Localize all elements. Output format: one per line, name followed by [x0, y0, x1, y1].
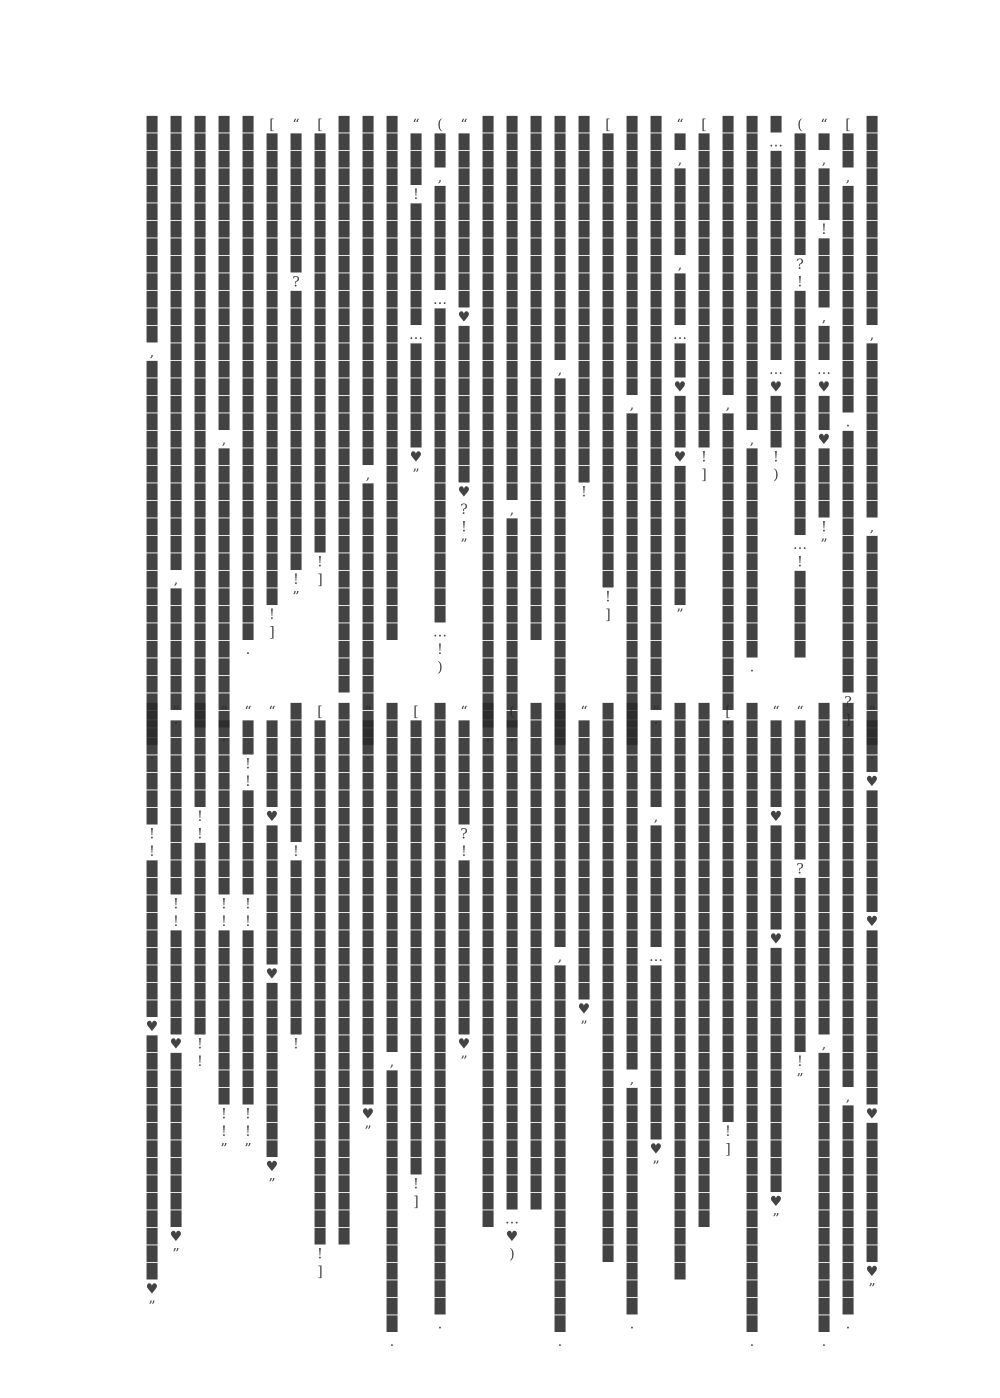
text-column: (████████████████████████████…♥) [504, 704, 520, 1264]
text-column: “█,███!████,██…♥██♥████!” [816, 117, 832, 555]
text-column: ██████████████████████████████ [696, 704, 712, 1229]
text-column: [███████████████████████!] [720, 704, 736, 1159]
text-column: “██████████!!██████████!!” [216, 704, 232, 1159]
text-column: “███!███████…██████♥” [408, 117, 424, 485]
text-column: ████████████████,███████████████████. [624, 117, 640, 765]
text-column: ████████████████████████████████ [600, 704, 616, 1264]
text-column: ███████████████████,████████████████. [816, 704, 832, 1352]
text-column: “██████████♥█████████♥?!” [456, 117, 472, 555]
text-column: “█████,███████…██████████♥” [648, 704, 664, 1177]
text-column: “█,█████,███…██♥███♥████████” [672, 117, 688, 625]
text-column: [████████████████████████!] [312, 117, 328, 590]
text-column: ███████████████████████████████████. [480, 117, 496, 747]
text-column: [███████████████████████████!] [264, 117, 280, 642]
text-column: ███████████████████████████████████. [432, 704, 448, 1334]
text-column: “████████?████████████████!” [288, 117, 304, 607]
text-column: [██████████████████████████████!] [312, 704, 328, 1282]
text-column: █…████████████…♥███!) [768, 117, 784, 485]
text-column: [██████████████████████████!] [408, 704, 424, 1212]
text-column: ████████████,██████████,████████████. [864, 117, 880, 765]
text-column: “███♥███████♥██████████♥████████♥” [864, 704, 880, 1299]
text-column: ██████████████████████,████████████. [504, 117, 520, 747]
text-column: ██████████████,█████████████████████. [552, 117, 568, 765]
text-column: █████████████████████! [576, 117, 592, 502]
text-column: “████████████████♥” [576, 704, 592, 1037]
text-column: █████████████████████,█████████████. [624, 704, 640, 1334]
text-column: ██████!!███████████!! [192, 704, 208, 1072]
text-column: ██████████████████████████████████. [648, 117, 664, 730]
text-column: ████████████████████,███████████████. [360, 117, 376, 765]
text-column: █████████████,██████████████████████. [144, 117, 160, 765]
text-column: [██,█████████████.███████████████?] [840, 117, 856, 730]
text-column: “██████████!!██████♥██████████♥” [168, 704, 184, 1264]
text-band-bottom [140, 704, 884, 1352]
text-band-top [140, 117, 884, 765]
text-column: “██!!██████!!██████████!!” [240, 704, 256, 1159]
text-column: ███████████████████████████████████ [192, 117, 208, 730]
text-column: “██████████████████████♥” [360, 704, 376, 1142]
text-column: █████████████████████████████ [528, 704, 544, 1212]
text-column: ██████████████████████,████████████. [840, 704, 856, 1334]
text-column: █████████████████████████████████ [336, 117, 352, 695]
text-column: ████████████████,█████████████████. [720, 117, 736, 730]
text-column: ██████████████████████████████ [528, 117, 544, 642]
text-column: ███████!!█████████♥██████████████♥” [144, 704, 160, 1317]
text-column: ██████████████████████████████. [240, 117, 256, 660]
text-column: ████████████████████████████████████. [744, 704, 760, 1352]
text-column: ██████████████████████████,███████. [168, 117, 184, 730]
text-column: (███████?!██████████████…!█████ [792, 117, 808, 660]
text-column: ██████████████,█████████████████████. [552, 704, 568, 1352]
text-column: ███████████████████████████████ [336, 704, 352, 1247]
text-column: “████████?██████████!” [792, 704, 808, 1089]
text-column: ████████████████████,███████████████. [384, 704, 400, 1352]
text-column: (██,██████…██████████████████…!) [432, 117, 448, 677]
text-column: ████████!██████████! [288, 704, 304, 1054]
text-column: ██████████████████████████████ [480, 704, 496, 1229]
text-column: █████████████████████████████████ [672, 704, 688, 1282]
text-column: “█████♥██████♥██████████████♥” [768, 704, 784, 1229]
text-column: [██████████████████!] [696, 117, 712, 485]
text-column: “██████?!██████████♥” [456, 704, 472, 1072]
text-column: [██████████████████████████!] [600, 117, 616, 625]
text-column: ██████████████████,████████████████. [216, 117, 232, 747]
text-column: “█████♥████████♥██████████♥” [264, 704, 280, 1194]
text-column: ██████████████████,████████████. [744, 117, 760, 677]
text-column: ██████████████████████████████ [384, 117, 400, 642]
